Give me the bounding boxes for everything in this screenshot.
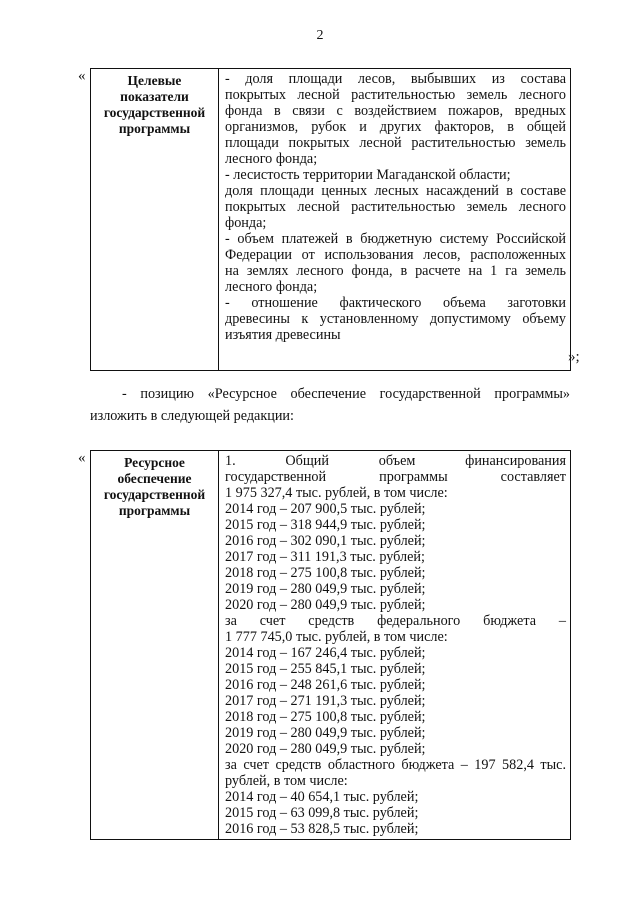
label-line: показатели bbox=[120, 89, 189, 104]
content-line: 2014 год – 40 654,1 тыс. рублей; bbox=[225, 789, 419, 805]
content-line: - лесистость территории Магаданской области; bbox=[225, 167, 511, 183]
label-line: государственной bbox=[103, 487, 206, 502]
resource-provision-content bbox=[219, 451, 571, 840]
content-line: фонда в связи с воздействием пожаров, вредных bbox=[225, 103, 566, 119]
content-line: 2016 год – 248 261,6 тыс. рублей; bbox=[225, 677, 426, 693]
content-line: 2019 год – 280 049,9 тыс. рублей; bbox=[225, 581, 426, 597]
label-line: обеспечение bbox=[117, 471, 192, 486]
label-line: программы bbox=[118, 503, 191, 518]
content-line: древесины к установленному допустимому объему bbox=[225, 311, 566, 327]
content-line: 2015 год – 318 944,9 тыс. рублей; bbox=[225, 517, 426, 533]
content-line: 1 975 327,4 тыс. рублей, в том числе: bbox=[225, 485, 448, 501]
content-line: изъятия древесины bbox=[225, 327, 341, 343]
page-number: 2 bbox=[316, 28, 324, 43]
label-line: государственной bbox=[103, 105, 206, 120]
paragraph-line-1: - позицию «Ресурсное обеспечение государственной программы» bbox=[122, 386, 570, 402]
content-line: 2019 год – 280 049,9 тыс. рублей; bbox=[225, 725, 426, 741]
target-indicators-content bbox=[219, 69, 571, 371]
content-line: 2018 год – 275 100,8 тыс. рублей; bbox=[225, 709, 426, 725]
closing-quote-1: »; bbox=[568, 349, 580, 365]
content-line: площади покрытых лесной растительностью земель bbox=[225, 135, 566, 151]
content-line: - доля площади лесов, выбывших из состава bbox=[225, 71, 566, 87]
target-indicators-table bbox=[90, 68, 571, 371]
target-indicators-label bbox=[91, 69, 219, 371]
content-line: фонда; bbox=[225, 215, 267, 231]
content-line: 2015 год – 63 099,8 тыс. рублей; bbox=[225, 805, 419, 821]
content-line: Федерации от использования лесов, расположенных bbox=[225, 247, 566, 263]
label-line: программы bbox=[118, 121, 191, 136]
content-line: 2016 год – 53 828,5 тыс. рублей; bbox=[225, 821, 419, 837]
content-line: 2015 год – 255 845,1 тыс. рублей; bbox=[225, 661, 426, 677]
content-line: лесного фонда; bbox=[225, 279, 318, 295]
opening-quote-1: « bbox=[78, 68, 86, 84]
content-line: 2014 год – 207 900,5 тыс. рублей; bbox=[225, 501, 426, 517]
content-line: 2020 год – 280 049,9 тыс. рублей; bbox=[225, 741, 426, 757]
content-line: лесного фонда; bbox=[225, 151, 318, 167]
content-line: 1 777 745,0 тыс. рублей, в том числе: bbox=[225, 629, 448, 645]
content-line: государственной программы составляет bbox=[225, 469, 566, 485]
content-line: на землях лесного фонда, в расчете на 1 га земель bbox=[225, 263, 566, 279]
content-line: 2020 год – 280 049,9 тыс. рублей; bbox=[225, 597, 426, 613]
content-line: за счет средств областного бюджета – 197 582,4 тыс. bbox=[225, 757, 566, 773]
content-line: покрытых лесной растительностью земель лесного bbox=[225, 87, 566, 103]
label-line: Целевые bbox=[127, 73, 182, 88]
resource-provision-table bbox=[90, 450, 571, 840]
content-line: 2018 год – 275 100,8 тыс. рублей; bbox=[225, 565, 426, 581]
resource-provision-label bbox=[91, 451, 219, 840]
label-line: Ресурсное bbox=[124, 455, 185, 470]
content-line: организмов, рубок и других факторов, в общей bbox=[225, 119, 566, 135]
opening-quote-2: « bbox=[78, 450, 86, 466]
content-line: 2017 год – 311 191,3 тыс. рублей; bbox=[225, 549, 425, 565]
content-line: рублей, в том числе: bbox=[225, 773, 348, 789]
content-line: 2016 год – 302 090,1 тыс. рублей; bbox=[225, 533, 426, 549]
content-line: 2014 год – 167 246,4 тыс. рублей; bbox=[225, 645, 426, 661]
content-line: 1. Общий объем финансирования bbox=[225, 453, 566, 469]
paragraph-line-2: изложить в следующей редакции: bbox=[90, 408, 294, 424]
content-line: - отношение фактического объема заготовки bbox=[225, 295, 566, 311]
content-line: покрытых лесной растительностью земель лесного bbox=[225, 199, 566, 215]
content-line: доля площади ценных лесных насаждений в составе bbox=[225, 183, 566, 199]
content-line: 2017 год – 271 191,3 тыс. рублей; bbox=[225, 693, 426, 709]
content-line: - объем платежей в бюджетную систему Российской bbox=[225, 231, 566, 247]
content-line: за счет средств федерального бюджета – bbox=[225, 613, 566, 629]
